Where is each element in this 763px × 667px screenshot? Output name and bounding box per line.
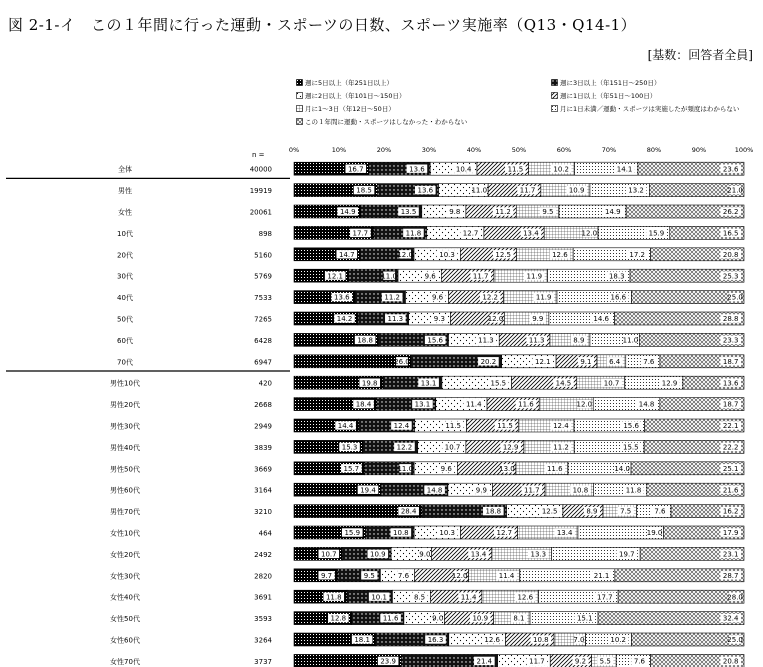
data-label: 12.2 — [482, 293, 498, 302]
data-label: 28.4 — [400, 507, 417, 516]
data-label: 10.3 — [439, 529, 455, 538]
data-label: 5.5 — [599, 657, 611, 666]
data-label: 13.1 — [420, 379, 437, 388]
data-label: 9.6 — [424, 272, 436, 281]
data-label: 20.8 — [722, 250, 739, 259]
data-label: 12.5 — [541, 507, 558, 516]
data-label: 11.8 — [405, 229, 422, 238]
data-label: 10.7 — [444, 443, 461, 452]
row-n: 3737 — [254, 657, 272, 666]
data-label: 11.6 — [518, 400, 534, 409]
data-label: 21.0 — [727, 186, 743, 195]
data-label: 14.8 — [426, 486, 443, 495]
data-label: 15.9 — [648, 229, 665, 238]
row-label: 全体 — [118, 165, 132, 174]
data-label: 11.7 — [472, 272, 489, 281]
data-label: 10.7 — [321, 550, 337, 559]
row-n: 2949 — [254, 422, 272, 431]
data-label: 9.1 — [580, 357, 592, 366]
row-n: 7533 — [254, 294, 272, 303]
data-label: 16.2 — [722, 507, 739, 516]
data-label: 12.4 — [553, 422, 569, 431]
row-label: 10代 — [117, 229, 133, 238]
data-label: 10.9 — [568, 186, 585, 195]
data-label: 11.7 — [524, 486, 540, 495]
data-label: 14.4 — [337, 422, 354, 431]
data-label: 11.0 — [397, 464, 414, 473]
row-label: 男性20代 — [110, 401, 140, 410]
row-n: 6428 — [254, 336, 272, 345]
data-label: 25.0 — [727, 293, 743, 302]
data-label: 10.8 — [393, 529, 409, 538]
data-label: 20.2 — [480, 357, 497, 366]
data-label: 18.7 — [722, 400, 739, 409]
data-label: 28.0 — [727, 593, 743, 602]
x-tick-label: 100% — [734, 146, 754, 154]
row-label: 女性20代 — [110, 550, 140, 559]
data-label: 13.6 — [409, 165, 425, 174]
data-label: 11.0 — [471, 186, 488, 195]
data-label: 15.5 — [490, 379, 507, 388]
data-label: 10.9 — [472, 614, 489, 623]
data-label: 11.4 — [465, 400, 482, 409]
legend-label: 週に5日以上（年251日以上） — [305, 79, 394, 87]
row-label: 女性 — [118, 208, 132, 217]
data-label: 11.5 — [497, 422, 513, 431]
data-label: 28.8 — [722, 315, 739, 324]
data-label: 26.2 — [722, 208, 739, 217]
x-tick-label: 0% — [288, 146, 300, 154]
data-label: 11.7 — [519, 186, 536, 195]
data-label: 11.0 — [622, 336, 639, 345]
row-n: 3593 — [254, 615, 272, 624]
data-label: 8.9 — [586, 507, 598, 516]
data-label: 18.4 — [355, 400, 372, 409]
data-label: 12.0 — [451, 571, 468, 580]
data-label: 7.6 — [643, 357, 655, 366]
data-label: 23.3 — [722, 336, 739, 345]
chart-title: 図 2-1-イ この１年間に行った運動・スポーツの日数、スポーツ実施率（Q13・Q14-1） — [8, 16, 637, 34]
data-label: 13.4 — [470, 550, 487, 559]
row-n: 420 — [258, 379, 272, 388]
data-label: 11.3 — [478, 336, 494, 345]
data-label: 21.6 — [722, 486, 739, 495]
data-label: 11.3 — [528, 336, 545, 345]
row-n: 7265 — [254, 315, 272, 324]
data-label: 12.7 — [496, 529, 513, 538]
data-label: 11.4 — [460, 593, 477, 602]
data-label: 10.4 — [455, 165, 472, 174]
row-label: 男性 — [118, 187, 132, 196]
data-label: 9.9 — [475, 486, 487, 495]
data-label: 7.5 — [620, 507, 632, 516]
row-label: 男性10代 — [110, 379, 140, 388]
data-label: 9.0 — [432, 614, 444, 623]
x-tick-label: 90% — [691, 146, 707, 154]
bar-segment — [618, 590, 744, 603]
data-label: 13.4 — [556, 529, 573, 538]
x-tick-label: 80% — [646, 146, 662, 154]
row-n: 5160 — [254, 251, 272, 260]
data-label: 25.0 — [727, 636, 743, 645]
data-label: 9.9 — [532, 315, 544, 324]
row-label: 男性70代 — [110, 508, 140, 517]
row-n: 3691 — [254, 593, 272, 602]
x-tick-label: 20% — [376, 146, 392, 154]
x-tick-label: 40% — [466, 146, 482, 154]
data-label: 12.0 — [576, 400, 593, 409]
data-label: 18.8 — [357, 336, 373, 345]
row-n: 3210 — [254, 508, 272, 517]
data-label: 26.0 — [394, 357, 410, 366]
row-n: 2492 — [254, 550, 272, 559]
data-label: 7.6 — [397, 571, 410, 580]
data-label: 9.2 — [574, 657, 587, 666]
data-label: 25.3 — [722, 272, 739, 281]
data-label: 18.8 — [485, 507, 502, 516]
data-label: 12.0 — [397, 250, 413, 259]
data-label: 9.8 — [449, 208, 461, 217]
data-label: 18.1 — [354, 636, 370, 645]
row-label: 男性30代 — [110, 422, 140, 431]
data-label: 22.2 — [722, 443, 739, 452]
data-label: 17.7 — [352, 229, 369, 238]
data-label: 12.1 — [327, 272, 344, 281]
data-label: 21.4 — [476, 657, 493, 666]
n-label: n = — [252, 151, 265, 159]
data-label: 14.9 — [339, 208, 356, 217]
data-label: 25.1 — [722, 464, 739, 473]
data-label: 14.6 — [593, 315, 610, 324]
data-label: 12.4 — [393, 422, 410, 431]
data-label: 28.7 — [722, 571, 739, 580]
data-label: 11.7 — [529, 657, 545, 666]
data-label: 10.2 — [610, 636, 626, 645]
data-label: 11.2 — [553, 443, 569, 452]
data-label: 15.6 — [427, 336, 443, 345]
data-label: 16.5 — [722, 229, 739, 238]
row-n: 464 — [258, 529, 272, 538]
data-label: 11.2 — [495, 208, 511, 217]
data-label: 10.9 — [370, 550, 386, 559]
data-label: 19.0 — [646, 529, 663, 538]
legend-label: この１年間に運動・スポーツはしなかった・わからない — [305, 118, 468, 126]
data-label: 10.8 — [572, 486, 589, 495]
data-label: 11.6 — [546, 464, 563, 473]
data-label: 14.5 — [555, 379, 572, 388]
row-label: 70代 — [117, 358, 133, 367]
data-label: 19.8 — [361, 379, 378, 388]
data-label: 12.5 — [495, 250, 512, 259]
data-label: 9.0 — [419, 550, 431, 559]
base-note: [基数：回答者全員] — [647, 48, 753, 62]
data-label: 18.7 — [722, 357, 739, 366]
data-label: 14.1 — [616, 165, 633, 174]
row-n: 3839 — [254, 443, 272, 452]
data-label: 9.5 — [363, 571, 375, 580]
legend-label: 週に2日以上（年101日〜150日） — [305, 92, 406, 100]
data-label: 9.6 — [431, 293, 444, 302]
data-label: 8.9 — [573, 336, 585, 345]
data-label: 18.3 — [608, 272, 625, 281]
row-n: 20061 — [249, 208, 272, 217]
row-label: 女性30代 — [110, 572, 140, 581]
data-label: 10.7 — [603, 379, 620, 388]
data-label: 21.1 — [593, 571, 610, 580]
data-label: 17.7 — [597, 593, 613, 602]
data-label: 12.7 — [462, 229, 479, 238]
data-label: 11.9 — [535, 293, 552, 302]
row-label: 男性60代 — [110, 486, 140, 495]
row-n: 40000 — [249, 165, 272, 174]
data-label: 12.2 — [396, 443, 413, 452]
data-label: 11.3 — [387, 315, 404, 324]
x-tick-label: 30% — [421, 146, 437, 154]
data-label: 14.9 — [605, 208, 621, 217]
data-label: 11.8 — [625, 486, 642, 495]
data-label: 16.6 — [610, 293, 627, 302]
data-label: 13.6 — [417, 186, 434, 195]
row-n: 2820 — [254, 572, 272, 581]
data-label: 11.2 — [384, 293, 400, 302]
data-label: 15.1 — [576, 614, 593, 623]
data-label: 23.6 — [722, 165, 739, 174]
data-label: 19.4 — [360, 486, 376, 495]
row-n: 3164 — [254, 486, 272, 495]
data-label: 6.4 — [609, 357, 621, 366]
data-label: 14.2 — [336, 315, 353, 324]
row-n: 19919 — [249, 187, 272, 196]
legend-label: 月に1日未満／運動・スポーツは実施したが頻度はわからない — [560, 105, 740, 113]
legend-label: 週に3日以上（年151日〜250日） — [560, 79, 661, 87]
x-tick-label: 10% — [331, 146, 347, 154]
data-label: 10.8 — [533, 636, 549, 645]
data-label: 13.1 — [414, 400, 431, 409]
row-n: 898 — [258, 229, 272, 238]
row-label: 40代 — [117, 294, 133, 303]
data-label: 11.0 — [381, 272, 397, 281]
row-label: 女性40代 — [110, 593, 140, 602]
data-label: 12.6 — [517, 593, 534, 602]
data-label: 9.7 — [320, 571, 333, 580]
data-label: 13.6 — [334, 293, 350, 302]
data-label: 13.2 — [628, 186, 644, 195]
row-label: 女性50代 — [110, 615, 140, 624]
data-label: 16.3 — [427, 636, 444, 645]
data-label: 10.1 — [371, 593, 387, 602]
row-n: 3264 — [254, 636, 272, 645]
data-label: 7.6 — [633, 657, 645, 666]
data-label: 9.3 — [433, 315, 445, 324]
data-label: 19.7 — [619, 550, 635, 559]
data-label: 14.0 — [614, 464, 630, 473]
data-label: 13.5 — [400, 208, 417, 217]
row-label: 60代 — [117, 336, 133, 345]
data-label: 18.5 — [356, 186, 372, 195]
row-label: 50代 — [117, 315, 133, 324]
data-label: 12.0 — [487, 315, 504, 324]
data-label: 15.6 — [623, 422, 639, 431]
data-label: 15.5 — [623, 443, 639, 452]
row-n: 6947 — [254, 358, 272, 367]
data-label: 12.6 — [484, 636, 500, 645]
data-label: 11.5 — [445, 422, 462, 431]
data-label: 15.9 — [344, 529, 361, 538]
data-label: 11.9 — [526, 272, 543, 281]
data-label: 13.6 — [722, 379, 739, 388]
row-label: 女性70代 — [110, 657, 140, 666]
data-label: 12.0 — [581, 229, 598, 238]
x-tick-label: 50% — [511, 146, 527, 154]
data-label: 15.7 — [343, 464, 360, 473]
row-label: 女性10代 — [110, 529, 140, 538]
data-label: 9.5 — [542, 208, 554, 217]
data-label: 11.6 — [382, 614, 399, 623]
data-label: 12.9 — [661, 379, 678, 388]
legend-label: 月に1〜3日（年12日〜50日） — [305, 105, 395, 113]
data-label: 12.1 — [534, 357, 551, 366]
data-label: 7.0 — [573, 636, 585, 645]
x-tick-label: 60% — [556, 146, 572, 154]
data-label: 17.9 — [722, 529, 739, 538]
data-label: 10.2 — [553, 165, 570, 174]
row-label: 男性50代 — [110, 465, 140, 474]
row-label: 30代 — [117, 272, 133, 281]
data-label: 10.3 — [439, 250, 455, 259]
row-label: 20代 — [117, 251, 133, 260]
data-label: 20.8 — [722, 657, 739, 666]
row-label: 女性60代 — [110, 636, 140, 645]
data-label: 32.4 — [722, 614, 739, 623]
data-label: 8.1 — [513, 614, 525, 623]
row-n: 3669 — [254, 465, 272, 474]
data-label: 13.4 — [523, 229, 539, 238]
data-label: 9.6 — [440, 464, 452, 473]
data-label: 16.7 — [347, 165, 364, 174]
data-label: 14.8 — [638, 400, 655, 409]
data-label: 17.2 — [629, 250, 645, 259]
data-label: 23.1 — [722, 550, 739, 559]
data-label: 12.8 — [330, 614, 347, 623]
data-label: 23.9 — [380, 657, 396, 666]
data-label: 13.0 — [499, 464, 515, 473]
data-label: 22.1 — [722, 422, 739, 431]
row-n: 5769 — [254, 272, 272, 281]
data-label: 13.3 — [530, 550, 547, 559]
data-label: 12.9 — [502, 443, 519, 452]
x-tick-label: 70% — [601, 146, 617, 154]
data-label: 14.7 — [338, 250, 355, 259]
data-label: 15.3 — [341, 443, 358, 452]
data-label: 11.4 — [498, 571, 515, 580]
data-label: 11.8 — [325, 593, 342, 602]
data-label: 8.5 — [413, 593, 426, 602]
data-label: 11.5 — [507, 165, 524, 174]
row-label: 男性40代 — [110, 443, 140, 452]
data-label: 12.6 — [552, 250, 568, 259]
data-label: 7.6 — [654, 507, 666, 516]
legend-label: 週に1日以上（年51日〜100日） — [560, 92, 657, 100]
row-n: 2668 — [254, 401, 272, 410]
